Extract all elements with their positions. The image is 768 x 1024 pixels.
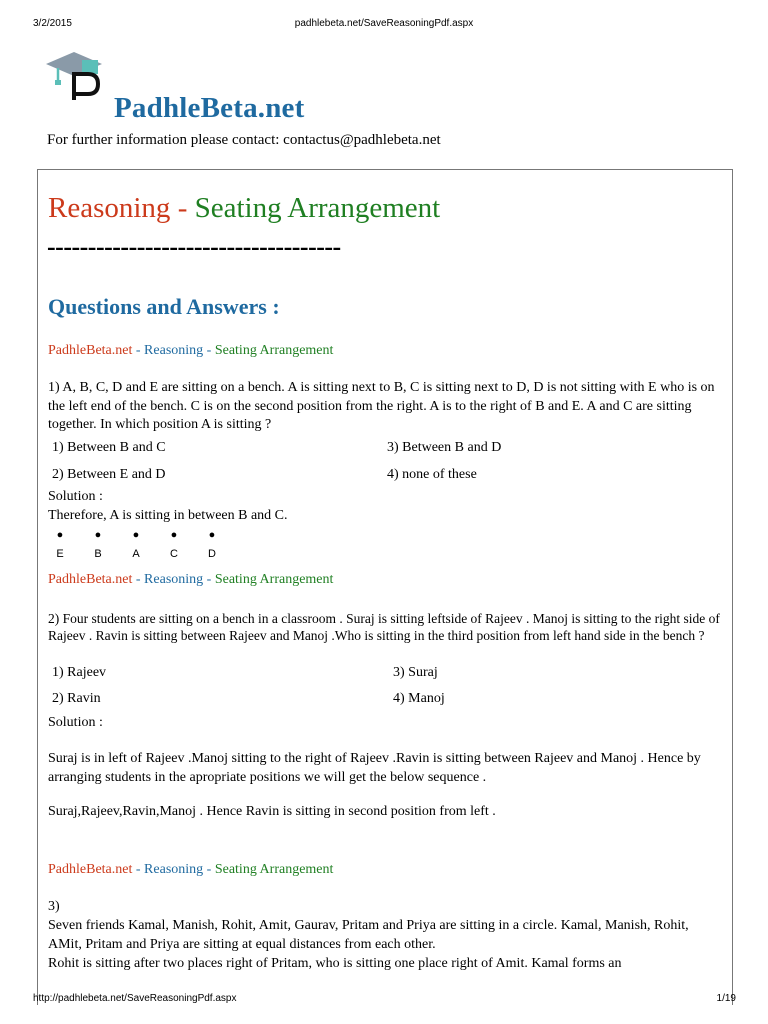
breadcrumb-topic-link[interactable]: Seating Arrangement: [214, 343, 334, 358]
q2-option-3: 3) Suraj: [393, 665, 438, 680]
page-number: 1/19: [716, 993, 736, 1004]
breadcrumb: [48, 862, 333, 878]
breadcrumb-sep: -: [203, 572, 215, 587]
breadcrumb-sep: -: [132, 862, 145, 877]
sequence-item: ● E: [56, 529, 64, 560]
breadcrumb-topic-link[interactable]: Seating Arrangement: [214, 862, 334, 877]
question-3-text-continued: Rohit is sitting after two places right of Pritam, who is sitting one place right of Amit. Kamal forms an: [48, 956, 622, 971]
sequence-item: ● D: [208, 529, 216, 560]
question-3-text: Seven friends Kamal, Manish, Rohit, Amit, Gaurav, Pritam and Priya are sitting in a circle. Kamal, Manish, Rohit, AMit, Pritam and Priya are sitting at equal distances from each other.: [48, 918, 689, 952]
q1-option-4: 4) none of these: [387, 467, 477, 482]
breadcrumb-subject-link[interactable]: Reasoning: [144, 862, 204, 877]
title-divider: ------------------------------------: [47, 232, 341, 261]
q1-solution-label: Solution :: [48, 489, 103, 504]
padhlebeta-logo: [44, 44, 106, 108]
q2-option-2: 2) Ravin: [52, 691, 101, 706]
qa-heading: Questions and Answers :: [48, 294, 280, 319]
question-1-text: 1) A, B, C, D and E are sitting on a bench. A is sitting next to B, C is sitting next to D, D is not sitting with E who is on the left end of the bench. C is on the second position from the right. A is to the right of B and E. A and C are sitting together. In which position A is sitting ?: [48, 380, 715, 432]
print-date: 3/2/2015: [33, 18, 72, 29]
sequence-item: ● C: [170, 529, 178, 560]
content-box: [37, 169, 733, 1005]
q1-option-2: 2) Between E and D: [52, 467, 166, 482]
breadcrumb-subject-link[interactable]: Reasoning: [144, 572, 204, 587]
title-subject: Reasoning: [48, 192, 171, 224]
breadcrumb-sep: -: [203, 343, 215, 358]
q2-solution-paragraph-1: Suraj is in left of Rajeev .Manoj sitting to the right of Rajeev .Ravin is sitting between Rajeev and Manoj . Hence by arranging students in the apropriate positions we will get the below sequence .: [48, 751, 701, 785]
breadcrumb-site-link[interactable]: PadhleBeta.net: [48, 862, 133, 877]
q2-solution-label: Solution :: [48, 715, 103, 730]
contact-line: For further information please contact: contactus@padhlebeta.net: [47, 132, 441, 148]
page-title: [48, 192, 440, 225]
breadcrumb: [48, 572, 333, 588]
q2-option-4: 4) Manoj: [393, 691, 445, 706]
q2-option-1: 1) Rajeev: [52, 665, 107, 680]
breadcrumb-topic-link[interactable]: Seating Arrangement: [214, 572, 334, 587]
question-2-text: 2) Four students are sitting on a bench in a classroom . Suraj is sitting leftside of Rajeev . Manoj is sitting to the right side of Rajeev . Ravin is sitting between Rajeev and Manoj .Who is sitting in the third position from left hand side in the bench ?: [48, 611, 720, 643]
breadcrumb-sep: -: [132, 572, 145, 587]
breadcrumb-sep: -: [132, 343, 145, 358]
seating-sequence: [50, 528, 250, 566]
breadcrumb-site-link[interactable]: PadhleBeta.net: [48, 572, 133, 587]
breadcrumb-sep: -: [203, 862, 215, 877]
print-footer-url: http://padhlebeta.net/SaveReasoningPdf.aspx: [33, 993, 237, 1004]
sequence-item: ● B: [94, 529, 102, 560]
q2-solution-paragraph-2: Suraj,Rajeev,Ravin,Manoj . Hence Ravin is sitting in second position from left .: [48, 804, 496, 819]
q1-solution-text: Therefore, A is sitting in between B and C.: [48, 508, 288, 523]
print-url: padhlebeta.net/SaveReasoningPdf.aspx: [294, 18, 474, 29]
breadcrumb: [48, 343, 333, 359]
breadcrumb-site-link[interactable]: PadhleBeta.net: [48, 343, 133, 358]
q1-option-1: 1) Between B and C: [52, 440, 166, 455]
title-topic: Seating Arrangement: [194, 192, 441, 224]
site-title: PadhleBeta.net: [114, 92, 305, 124]
sequence-item: ● A: [132, 529, 140, 560]
q1-option-3: 3) Between B and D: [387, 440, 502, 455]
title-separator: -: [170, 192, 195, 224]
question-3-number: 3): [48, 899, 60, 914]
breadcrumb-subject-link[interactable]: Reasoning: [144, 343, 204, 358]
